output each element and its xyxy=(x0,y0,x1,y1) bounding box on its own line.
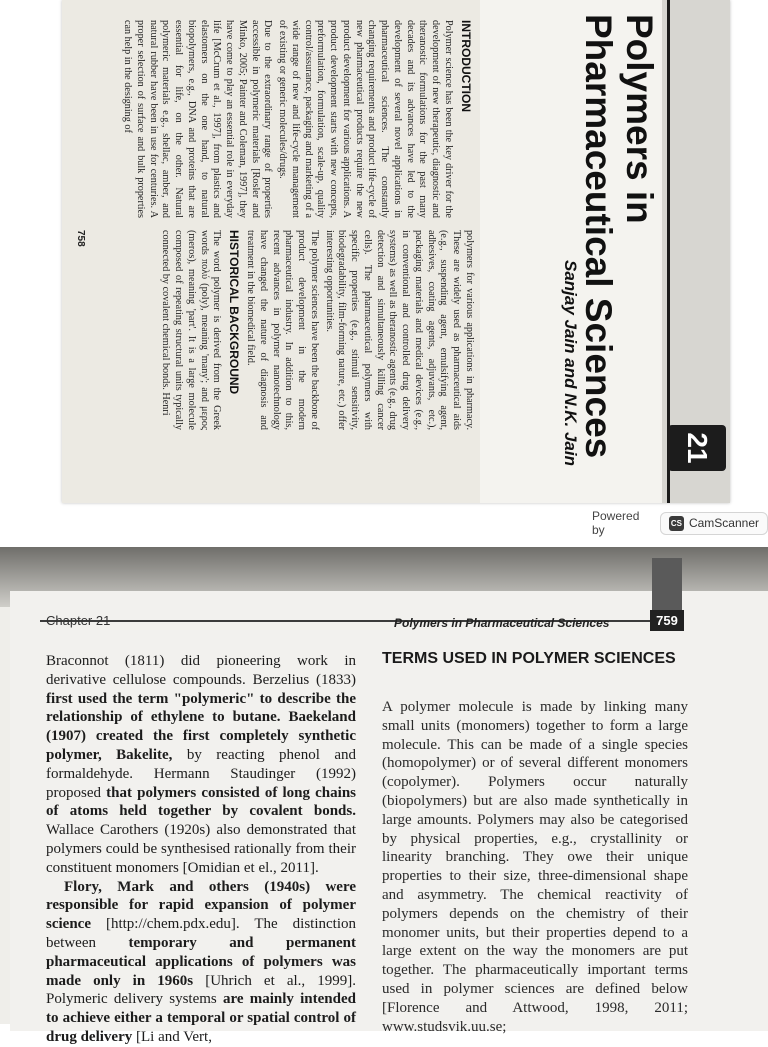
page-759-sheet xyxy=(0,547,768,1045)
running-title: Polymers in Pharmaceutical Sciences xyxy=(394,616,610,630)
bottom-left-column xyxy=(46,652,356,1047)
right-paragraph-3: The word polymer is derived from the Greek words πολύ (poly), meaning 'many'; and μερος (meros), meaning 'part'. It is a large molecule composed of repeating structural units typically connected by covalent chemical bonds. Henri xyxy=(160,230,223,430)
text-run: [http://chem.pdx.edu]. The distinction between xyxy=(46,916,356,951)
history-paragraph-1 xyxy=(46,652,356,878)
page-758-sheet xyxy=(62,0,730,503)
introduction-heading: INTRODUCTION xyxy=(459,20,473,112)
terms-heading: TERMS USED IN POLYMER SCIENCES xyxy=(382,650,676,667)
chapter-opener-header xyxy=(480,0,730,503)
right-paragraph-1: polymers for various applications in pharmacy. These are widely used as pharmaceutical aids (e.g., suspending agent, emulsifying agent, adhesives, coating agents, adjuvants, etc.), packaging materials and medical devices (e.g., in conventional and controlled drug delivery systems) as well as theranostic agents (e.g., drug detection and simultaneously killing cancer cells). The pharmaceutical polymers with specific properties (e.g., stimuli sensitivity, biodegradability, film-forming nature, etc.) offer interesting opportunities. xyxy=(323,230,475,430)
historical-background-heading: HISTORICAL BACKGROUND xyxy=(227,230,242,395)
introduction-paragraph-2: Due to the extraordinary range of properties accessible in polymeric materials [Rosler and Minko, 2005; Painter and Coleman, 1997], they have come to play an essential role in everyday life [McCrum et al., 1997], from plastics and elastomers on the one hand, to natural biopolymers, e.g., DNA and proteins that are essential for life, on the other. Natural polymeric materials e.g., shellac, amber, and natural rubber have been in use for centuries. A proper selection of surface and bulk properties can help in the designing of xyxy=(122,20,274,218)
right-column xyxy=(157,230,475,430)
left-column xyxy=(119,20,476,218)
page-folio: 758 xyxy=(75,230,86,247)
powered-by-label: Powered by xyxy=(592,509,640,537)
text-run-bold: are mainly intended to achieve either a temporal or spatial control of drug delivery xyxy=(46,991,356,1045)
text-run: [Uhrich et al., 1999]. Polymeric delivery systems xyxy=(46,972,356,1008)
chapter-number-badge: 21 xyxy=(668,425,726,471)
text-run: Wallace Carothers (1920s) also demonstrated that polymers could be synthesised rationally from their constituent monomers [Omidian et el., 2011]. xyxy=(46,822,356,876)
bottom-right-column xyxy=(382,698,688,1036)
chapter-label: Chapter 21 xyxy=(46,613,111,628)
thumb-tab xyxy=(652,558,682,610)
text-run: Braconnot (1811) did pioneering work in derivative cellulose compounds. Berzelius (1833) xyxy=(46,653,356,688)
introduction-paragraph-1: Polymer science has been the key driver for the development of new therapeutic, diagnostic and theranostic formulations for the past many decades and its advances have led to the development of several novel applications in pharmaceutical sciences. The constantly changing requirements and product life-cycle of new pharmaceutical products require the new product development for various applications. A product development starts with new concepts, preformulation, formulation, scale-up, quality control/assurance, packaging and marketing of a wide range of new and life-cycle management of existing or generic molecules/drugs. xyxy=(277,20,454,218)
camscanner-watermark xyxy=(592,510,768,536)
camscanner-badge xyxy=(660,512,768,535)
chapter-authors: Sanjay Jain and N.K. Jain xyxy=(561,260,580,466)
camscanner-logo-icon: CS xyxy=(669,516,684,531)
rotated-page-content xyxy=(62,0,730,503)
text-run-bold: Flory, Mark and others (1940s) were responsible for rapid expansion of polymer science xyxy=(46,878,356,933)
right-paragraph-2: The polymer sciences have been the backbone of product development in the modern pharmaceutical industry. In addition to this, recent advances in polymer nanotechnology have changed the nature of diagnosis and treatment in the biomedical field. xyxy=(245,230,320,430)
terms-paragraph: A polymer molecule is made by linking many small units (monomers) together to form a large molecule. This can be made of a single species (homopolymer) or of several different monomers (copolymer). Polymers occur naturally (biopolymers) but are also made synthetically in large amounts. Polymers may also be categorised by physical properties, e.g., crystallinity or linearity branching. They owe their unique properties to their size, three-dimensional shape and asymmetry. The chemical reactivity of polymers depends on the chemistry of their monomer units, but their properties depend to a large extent on the way the monomers are put together. The pharmaceutically important terms used in polymer sciences are defined below [Florence and Attwood, 1998, 2011; www.studsvik.uu.se; xyxy=(382,699,688,1035)
camscanner-name: CamScanner xyxy=(688,516,759,530)
history-paragraph-2 xyxy=(46,878,356,1047)
text-run: by reacting phenol and formaldehyde. Hermann Staudinger (1992) proposed xyxy=(46,746,356,801)
text-run-bold: temporary and permanent pharmaceutical applications of polymers was made only in 1960s xyxy=(46,934,356,989)
text-run: [Li and Vert, xyxy=(132,1028,212,1045)
text-run-bold: that polymers consisted of long chains of atoms held together by covalent bonds. xyxy=(46,784,356,820)
text-run-bold: first used the term "polymeric" to describe the relationship of ethylene to butane. Baekeland (1907) created the first completely synthetic polymer, Bakelite, xyxy=(46,690,356,763)
chapter-title: Polymers in Pharmaceutical Sciences xyxy=(577,14,660,459)
page-number: 759 xyxy=(650,610,684,631)
